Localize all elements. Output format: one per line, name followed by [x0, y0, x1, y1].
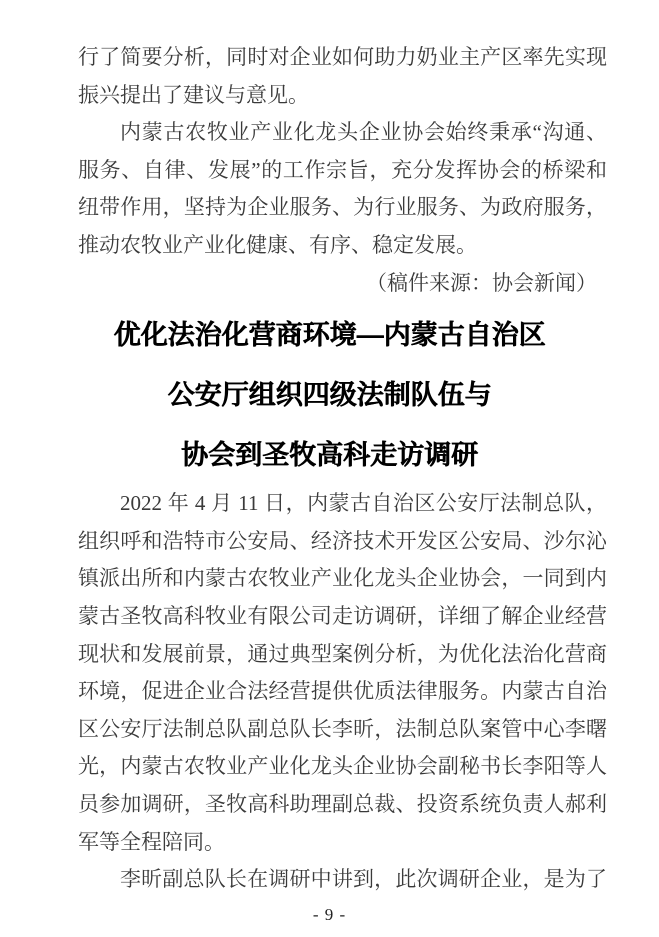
body-line: 内蒙古农牧业产业化龙头企业协会始终秉承“沟通、: [120, 120, 607, 145]
body-line: 振兴提出了建议与意见。: [78, 82, 309, 107]
headline-line: 优化法治化营商环境—内蒙古自治区: [113, 320, 546, 351]
body-line: 服务、自律、发展”的工作宗旨，充分发挥协会的桥梁和: [78, 157, 607, 182]
body-line: 蒙古圣牧高科牧业有限公司走访调研，详细了解企业经营: [78, 603, 607, 628]
page-number: - 9 -: [312, 905, 347, 924]
body-line: 现状和发展前景，通过典型案例分析，为优化法治化营商: [78, 641, 607, 666]
paragraph-research-visit: [78, 485, 607, 861]
body-line: 纽带作用，坚持为企业服务、为行业服务、为政府服务，: [78, 195, 607, 220]
headline-line: 公安厅组织四级法制队伍与: [167, 380, 492, 411]
body-line: 李昕副总队长在调研中讲到，此次调研企业，是为了: [120, 867, 607, 892]
body-line: 2022 年 4 月 11 日，内蒙古自治区公安厅法制总队，: [120, 491, 607, 516]
body-line: 组织呼和浩特市公安局、经济技术开发区公安局、沙尔沁: [78, 528, 607, 553]
headline-line: 协会到圣牧高科走访调研: [181, 440, 478, 471]
body-line: 推动农牧业产业化健康、有序、稳定发展。: [78, 232, 477, 257]
article-headline: [0, 305, 659, 485]
source-attribution: （稿件来源：协会新闻）: [366, 270, 597, 295]
body-line: 环境，促进企业合法经营提供优质法律服务。内蒙古自治: [78, 679, 607, 704]
body-line: 区公安厅法制总队副总队长李昕，法制总队案管中心李曙: [78, 716, 607, 741]
body-line: 光，内蒙古农牧业产业化龙头企业协会副秘书长李阳等人: [78, 754, 607, 779]
body-line: 军等全程陪同。: [78, 829, 225, 854]
body-line: 镇派出所和内蒙古农牧业产业化龙头企业协会，一同到内: [78, 566, 607, 591]
paragraph-speech-intro: [78, 861, 607, 899]
body-line: 员参加调研，圣牧高科助理副总裁、投资系统负责人郝利: [78, 791, 607, 816]
paragraph-association-mission: [78, 114, 607, 264]
paragraph-continuation: [78, 39, 607, 114]
body-line: 行了简要分析，同时对企业如何助力奶业主产区率先实现: [78, 45, 607, 69]
